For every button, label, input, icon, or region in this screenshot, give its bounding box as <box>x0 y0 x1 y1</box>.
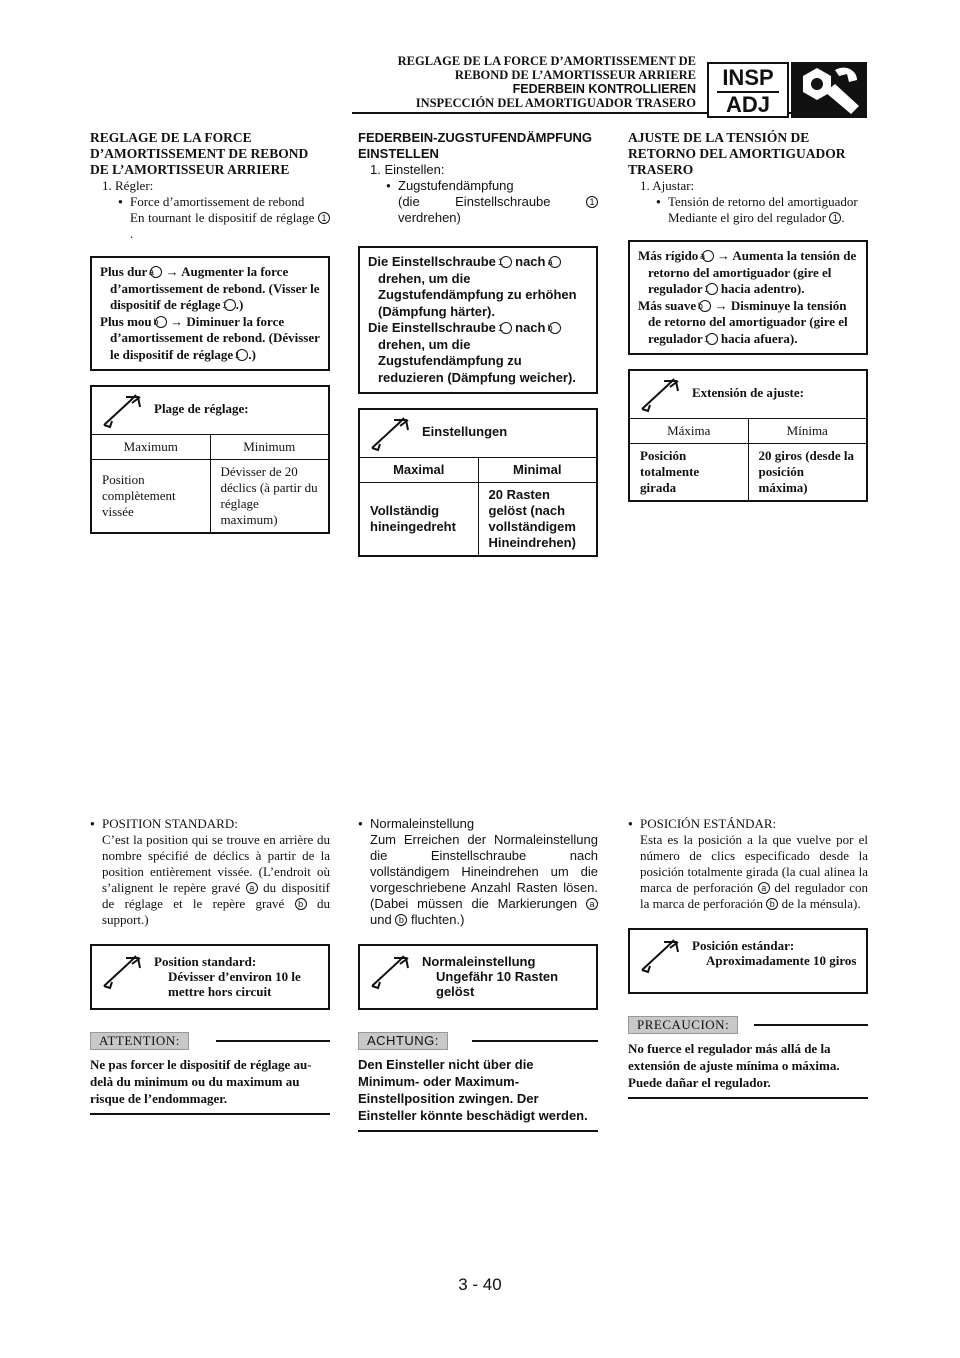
wrench-icon <box>638 377 682 413</box>
adjustment-note-box: Plus dur a → Augmenter la force d’amortissement de rebond. (Visser le dispositif de réglage 1 .) Plus mou b → Diminuer la force d’amortissement de rebond. (Dévisser le dispositif de réglage 1 .) <box>90 256 330 371</box>
warning-label: ATTENTION: <box>90 1032 189 1050</box>
spec-value: 20 Rasten gelöst (nach vollständigem Hineindrehen) <box>478 482 596 555</box>
col-header: Máxima <box>630 419 748 443</box>
wrench-icon <box>638 938 682 974</box>
section-title: AJUSTE DE LA TENSIÓN DE RETORNO DEL AMORTIGUADOR TRASERO <box>628 130 846 177</box>
step-item: 1. Ajustar: <box>640 178 695 193</box>
warning-text: Den Einsteller nicht über die Minimum- oder Maximum-Einstellposition zwingen. Der Einsteller könnte beschädigt werden. <box>358 1056 598 1132</box>
header-line: INSPECCIÓN DEL AMORTIGUADOR TRASERO <box>415 96 696 110</box>
wrench-icon <box>368 416 412 452</box>
warning-label: PRECAUCION: <box>628 1016 738 1034</box>
col-header: Minimum <box>210 435 328 459</box>
warning-block <box>90 1032 330 1115</box>
col-header: Maximal <box>360 458 478 482</box>
section-title: FEDERBEIN-ZUGSTUFENDÄMPFUNG EINSTELLEN <box>358 130 592 161</box>
section-title: REGLAGE DE LA FORCE D’AMORTISSEMENT DE REBOND DE L’AMORTISSEUR ARRIERE <box>90 130 309 177</box>
bullet-item: ● Normaleinstellung Zum Erreichen der Normaleinstellung die Einstellschraube nach vollständigem Hineindrehen um die vorgeschriebene Anzahl Rasten lösen. (Dabei müssen die Markierungen a und b fluchten.) <box>370 816 598 928</box>
section-badge <box>707 62 867 118</box>
bullet-item: ● Force d’amortissement de rebond En tournant le dispositif de réglage 1. <box>130 194 330 242</box>
wrench-icon <box>368 954 412 990</box>
section-header <box>398 54 696 110</box>
wrench-nut-icon <box>791 62 867 118</box>
callout-marker: 1 <box>318 212 330 224</box>
adjustment-note-box: Die Einstellschraube 1 nach a drehen, um die Zugstufendämpfung zu erhöhen (Dämpfung härter). Die Einstellschraube 1 nach b drehen, um die Zugstufendämpfung zu reduzieren (Dämpfung weicher). <box>358 246 598 394</box>
warning-block <box>358 1032 598 1132</box>
col-header: Minimal <box>478 458 596 482</box>
standard-section-spanish <box>628 816 868 1099</box>
standard-setting-box: Posición estándar: Aproximadamente 10 giros <box>628 928 868 994</box>
bullet-item: ● Zugstufendämpfung (die Einstellschraube 1 verdrehen) <box>398 178 598 226</box>
spec-table <box>90 385 330 534</box>
standard-setting-box: Position standard: Dévisser d’environ 10 le mettre hors circuit <box>90 944 330 1010</box>
column-french <box>90 130 330 534</box>
bullet-item: ● POSICIÓN ESTÁNDAR: Esta es la posición a la que vuelve por el número de clics especificado desde la posición totalmente girada (la cual alinea la marca de perforación a del regulador con la marca de perforación b de la ménsula). <box>640 816 868 912</box>
spec-value: Position complètement vissée <box>102 471 176 519</box>
standard-section-french <box>90 816 330 1115</box>
warning-block <box>628 1016 868 1099</box>
step-item: 1. Régler: <box>102 178 154 193</box>
column-german <box>358 130 598 557</box>
spec-title: Plage de réglage: <box>154 401 249 416</box>
spec-value: Posición totalmente girada <box>640 447 700 495</box>
badge-top-label: INSP <box>722 65 774 90</box>
bullet-item: ● Tensión de retorno del amortiguador Mediante el giro del regulador 1 . <box>668 194 868 226</box>
badge-bottom-label: ADJ <box>725 92 770 117</box>
wrench-icon <box>100 393 144 429</box>
spec-value: Vollständig hineingedreht <box>370 502 456 534</box>
spec-title: Einstellungen <box>422 424 508 439</box>
header-line: REBOND DE L’AMORTISSEUR ARRIERE <box>454 68 696 82</box>
step-item: 1. Einstellen: <box>370 162 445 177</box>
wrench-icon <box>100 954 144 990</box>
spec-table <box>358 408 598 557</box>
standard-section-german <box>358 816 598 1132</box>
page-number: 3 - 40 <box>458 1275 502 1294</box>
col-header: Maximum <box>92 435 210 459</box>
warning-label: ACHTUNG: <box>358 1032 448 1050</box>
column-spanish <box>628 130 868 502</box>
standard-setting-box: Normaleinstellung Ungefähr 10 Rasten gelöst <box>358 944 598 1010</box>
warning-text: No fuerce el regulador más allá de la extensión de ajuste mínima o máxima. Puede dañar el regulador. <box>628 1040 868 1099</box>
adjustment-note-box: Más rígido a → Aumenta la tensión de retorno del amortiguador (gire el regulador 1 hacia adentro). Más suave b → Disminuye la tensión de retorno del amortiguador (gire el regulador 1 hacia afuera). <box>628 240 868 355</box>
header-line: REGLAGE DE LA FORCE D’AMORTISSEMENT DE <box>397 54 696 68</box>
bullet-item: ● POSITION STANDARD: C’est la position qui se trouve en arrière du nombre spécifié de déclics à partir de la position entièrement vissée. (L’endroit où s’alignent le repère gravé a du dispositif de réglage et le repère gravé b du support.) <box>102 816 330 928</box>
insp-adj-tab <box>707 62 789 118</box>
header-line: FEDERBEIN KONTROLLIEREN <box>512 82 696 96</box>
spec-value: Dévisser de 20 déclics (à partir du réglage maximum) <box>210 459 328 532</box>
spec-title: Extensión de ajuste: <box>692 385 804 400</box>
warning-text: Ne pas forcer le dispositif de réglage au-delà du minimum ou du maximum au risque de l’endommager. <box>90 1056 330 1115</box>
spec-value: 20 giros (desde la posición máxima) <box>748 443 866 500</box>
col-header: Mínima <box>748 419 866 443</box>
spec-table <box>628 369 868 502</box>
